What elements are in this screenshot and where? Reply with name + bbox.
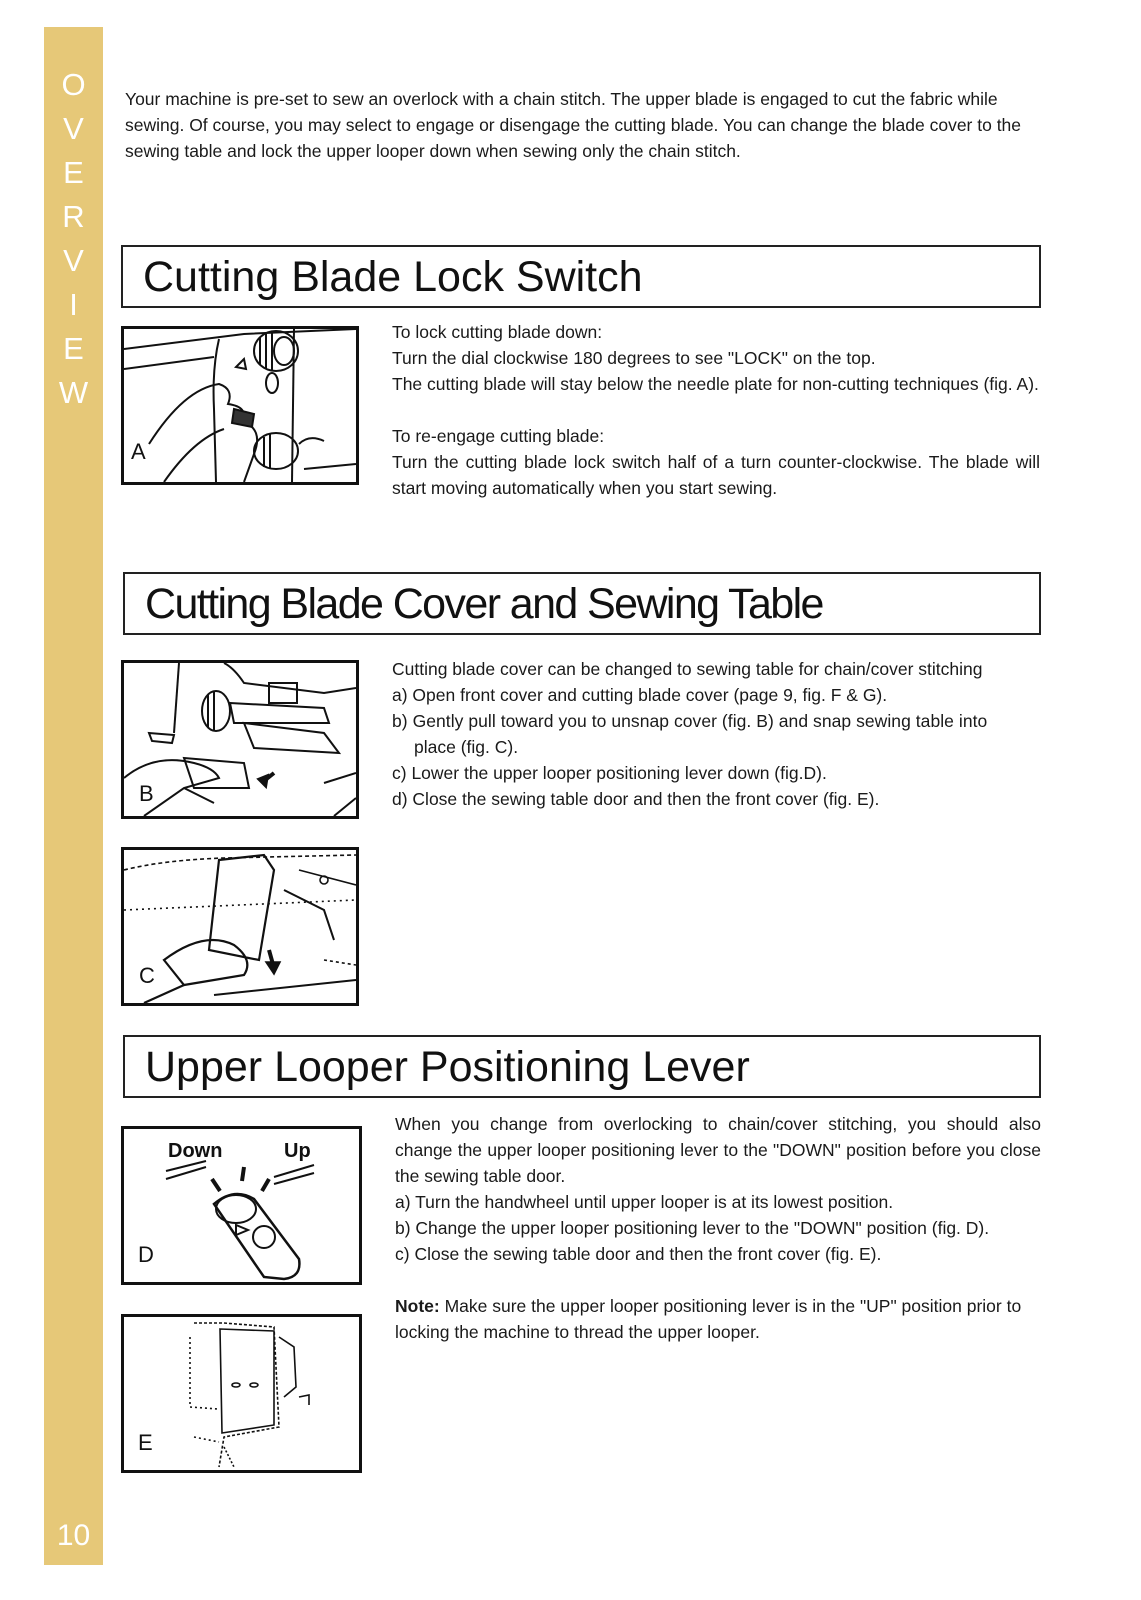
text-line: d) Close the sewing table door and then the front cover (fig. E). xyxy=(392,789,880,809)
text-line: When you change from overlocking to chain/cover stitching, you should also change the upper looper positioning lever to the "DOWN" position before you close the sewing table door. xyxy=(395,1114,1041,1186)
page-number: 10 xyxy=(56,1519,91,1552)
text-line: Turn the dial clockwise 180 degrees to see "LOCK" on the top. xyxy=(392,348,876,368)
text-line: place (fig. C). xyxy=(414,737,519,757)
section-header-blade-lock xyxy=(121,245,1041,308)
figure-c xyxy=(121,847,359,1006)
section-text-looper-lever xyxy=(395,1111,1041,1345)
text-line: c) Lower the upper looper positioning lever down (fig.D). xyxy=(392,763,827,783)
intro-paragraph: Your machine is pre-set to sew an overlock with a chain stitch. The upper blade is engaged to cut the fabric while sewing. Of course, you may select to engage or disengage the cutting blade. You can change the blade cover to the sewing table and lock the upper looper down when sewing only the chain stitch. xyxy=(125,89,1022,161)
blade-lock-dial-illustration-icon xyxy=(124,329,356,482)
sidebar-letter: V xyxy=(63,111,84,146)
figure-label: D xyxy=(138,1242,154,1267)
note-label: Note: xyxy=(395,1296,440,1316)
figure-label: E xyxy=(138,1430,153,1455)
sidebar-letter: O xyxy=(61,67,86,102)
note-text: Make sure the upper looper positioning lever is in the "UP" position prior to locking the machine to thread the upper looper. xyxy=(395,1296,1022,1342)
text-line: To re-engage cutting blade: xyxy=(392,426,605,446)
up-label: Up xyxy=(284,1140,311,1162)
sidebar-letter: E xyxy=(63,155,84,190)
text-line: c) Close the sewing table door and then the front cover (fig. E). xyxy=(395,1244,882,1264)
figure-e xyxy=(121,1314,362,1473)
figure-a xyxy=(121,326,359,485)
down-label: Down xyxy=(168,1140,223,1162)
figure-b xyxy=(121,660,359,819)
figure-label: C xyxy=(139,963,155,988)
sidebar-letter: E xyxy=(63,331,84,366)
text-line: To lock cutting blade down: xyxy=(392,322,603,342)
figure-label: A xyxy=(131,439,146,464)
section-header-blade-cover xyxy=(123,572,1041,635)
section-title: Cutting Blade Cover and Sewing Table xyxy=(145,580,823,628)
snap-sewing-table-illustration-icon xyxy=(124,850,356,1003)
text-line: The cutting blade will stay below the needle plate for non-cutting techniques (fig. A). xyxy=(392,374,1039,394)
text-line: Cutting blade cover can be changed to sewing table for chain/cover stitching xyxy=(392,659,983,679)
sidebar-tab xyxy=(44,27,103,1565)
sidebar-letter: I xyxy=(69,287,78,322)
text-line: a) Turn the handwheel until upper looper is at its lowest position. xyxy=(395,1192,894,1212)
sidebar-letter: V xyxy=(63,243,84,278)
sewing-table-door-illustration-icon xyxy=(124,1317,359,1470)
section-text-blade-lock xyxy=(392,319,1040,501)
sidebar-letter: R xyxy=(62,199,85,234)
section-title: Upper Looper Positioning Lever xyxy=(145,1043,750,1091)
section-title: Cutting Blade Lock Switch xyxy=(143,253,643,301)
figure-d xyxy=(121,1126,362,1285)
note-paragraph xyxy=(395,1293,1041,1345)
unsnap-cover-illustration-icon xyxy=(124,663,356,816)
figure-label: B xyxy=(139,781,154,806)
section-header-looper-lever xyxy=(123,1035,1041,1098)
sidebar-letter: W xyxy=(58,375,89,410)
text-line: a) Open front cover and cutting blade cover (page 9, fig. F & G). xyxy=(392,685,888,705)
text-line: Turn the cutting blade lock switch half of a turn counter-clockwise. The blade will start moving automatically when you start sewing. xyxy=(392,452,1040,498)
looper-lever-illustration-icon xyxy=(124,1129,359,1282)
text-line: b) Gently pull toward you to unsnap cover (fig. B) and snap sewing table into xyxy=(392,711,988,731)
section-text-blade-cover xyxy=(392,656,1042,812)
text-line: b) Change the upper looper positioning lever to the "DOWN" position (fig. D). xyxy=(395,1218,990,1238)
